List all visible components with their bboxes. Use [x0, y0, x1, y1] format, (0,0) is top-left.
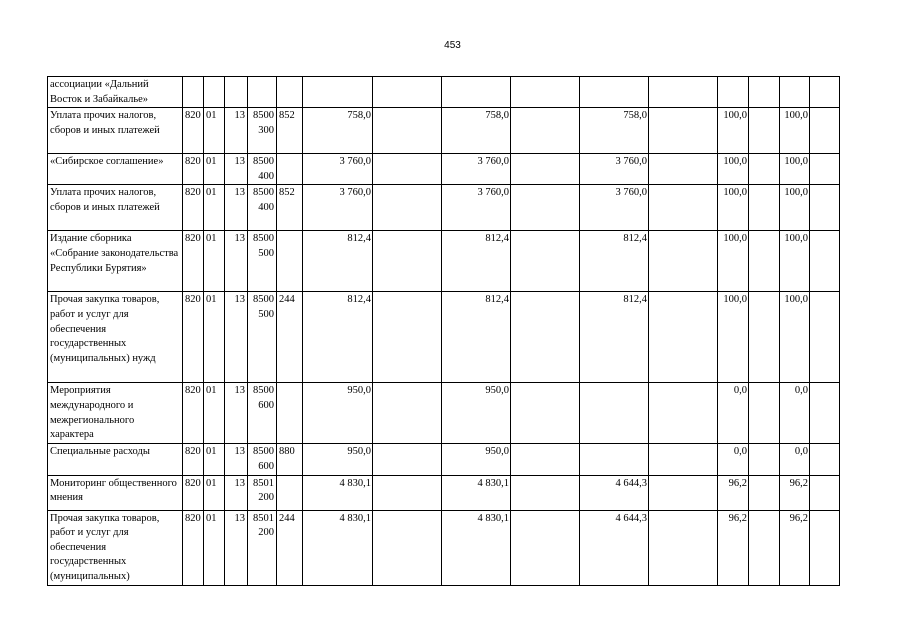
- cell-empty: [511, 475, 580, 510]
- table-row: [48, 108, 840, 154]
- cell-v1: 950,0: [303, 444, 373, 475]
- cell-c3: 13: [225, 383, 248, 444]
- cell-empty: [511, 444, 580, 475]
- cell-c5: 852: [277, 108, 303, 154]
- cell-c5: [277, 475, 303, 510]
- cell-empty: [649, 231, 718, 292]
- cell-empty: [810, 383, 840, 444]
- cell-c3: 13: [225, 510, 248, 585]
- table-row: [48, 231, 840, 292]
- cell-name: «Сибирское соглашение»: [48, 154, 183, 185]
- cell-empty: [511, 108, 580, 154]
- cell-v2: 812,4: [442, 292, 511, 383]
- cell-c2: 01: [204, 108, 225, 154]
- cell-empty: [810, 292, 840, 383]
- cell-c1: 820: [183, 108, 204, 154]
- table-row: [48, 185, 840, 231]
- cell-name: Мониторинг общественного мнения: [48, 475, 183, 510]
- cell-v3: 812,4: [580, 231, 649, 292]
- table-row: [48, 77, 840, 108]
- cell-v2: 812,4: [442, 231, 511, 292]
- cell-c5: 852: [277, 185, 303, 231]
- cell-p2: 0,0: [780, 383, 810, 444]
- cell-c1: 820: [183, 444, 204, 475]
- table-row: [48, 292, 840, 383]
- cell-p1: 96,2: [718, 475, 749, 510]
- cell-name: Прочая закупка товаров, работ и услуг для обеспечения государственных (муниципальных): [48, 510, 183, 585]
- cell-p1: 0,0: [718, 444, 749, 475]
- cell-p2: [780, 77, 810, 108]
- cell-p1: 100,0: [718, 185, 749, 231]
- cell-c4: 8500 600: [248, 383, 277, 444]
- cell-empty: [511, 231, 580, 292]
- cell-c1: 820: [183, 383, 204, 444]
- cell-empty: [749, 444, 780, 475]
- cell-empty: [749, 154, 780, 185]
- cell-p2: 100,0: [780, 154, 810, 185]
- cell-c5: 880: [277, 444, 303, 475]
- cell-c4: 8500 400: [248, 154, 277, 185]
- cell-empty: [810, 77, 840, 108]
- cell-empty: [373, 510, 442, 585]
- cell-empty: [810, 154, 840, 185]
- cell-c2: 01: [204, 510, 225, 585]
- page-number: 453: [444, 40, 461, 51]
- cell-p1: 0,0: [718, 383, 749, 444]
- cell-c3: 13: [225, 475, 248, 510]
- cell-empty: [373, 383, 442, 444]
- cell-c1: 820: [183, 154, 204, 185]
- cell-c1: 820: [183, 185, 204, 231]
- cell-v2: 3 760,0: [442, 185, 511, 231]
- cell-empty: [511, 510, 580, 585]
- cell-empty: [649, 510, 718, 585]
- cell-p2: 0,0: [780, 444, 810, 475]
- cell-v2: 950,0: [442, 383, 511, 444]
- cell-empty: [749, 383, 780, 444]
- cell-v2: 4 830,1: [442, 510, 511, 585]
- cell-empty: [373, 154, 442, 185]
- cell-name: Специальные расходы: [48, 444, 183, 475]
- cell-v2: 950,0: [442, 444, 511, 475]
- cell-v1: 758,0: [303, 108, 373, 154]
- cell-v2: 3 760,0: [442, 154, 511, 185]
- cell-c3: 13: [225, 108, 248, 154]
- cell-c3: 13: [225, 444, 248, 475]
- cell-empty: [749, 108, 780, 154]
- table-row: [48, 510, 840, 585]
- cell-empty: [749, 231, 780, 292]
- cell-c3: [225, 77, 248, 108]
- cell-empty: [649, 292, 718, 383]
- cell-empty: [373, 77, 442, 108]
- cell-c5: [277, 383, 303, 444]
- cell-c3: 13: [225, 185, 248, 231]
- cell-c1: [183, 77, 204, 108]
- cell-p1: 100,0: [718, 292, 749, 383]
- cell-c4: 8500 500: [248, 292, 277, 383]
- cell-c2: 01: [204, 444, 225, 475]
- cell-empty: [749, 475, 780, 510]
- cell-empty: [749, 292, 780, 383]
- cell-v3: 4 644,3: [580, 510, 649, 585]
- cell-name: Мероприятия международного и межрегионального характера: [48, 383, 183, 444]
- cell-v3: [580, 444, 649, 475]
- cell-v3: [580, 383, 649, 444]
- cell-v1: [303, 77, 373, 108]
- cell-empty: [749, 510, 780, 585]
- cell-empty: [373, 444, 442, 475]
- cell-c2: 01: [204, 154, 225, 185]
- cell-empty: [810, 444, 840, 475]
- cell-empty: [810, 475, 840, 510]
- cell-c4: [248, 77, 277, 108]
- cell-p2: 96,2: [780, 510, 810, 585]
- cell-c2: 01: [204, 292, 225, 383]
- cell-v3: 4 644,3: [580, 475, 649, 510]
- cell-empty: [649, 383, 718, 444]
- cell-empty: [373, 292, 442, 383]
- cell-empty: [810, 108, 840, 154]
- cell-p2: 96,2: [780, 475, 810, 510]
- cell-v1: 812,4: [303, 231, 373, 292]
- budget-table: [47, 76, 840, 586]
- cell-v2: 758,0: [442, 108, 511, 154]
- cell-p1: 100,0: [718, 154, 749, 185]
- cell-v1: 812,4: [303, 292, 373, 383]
- table-row: [48, 444, 840, 475]
- cell-c4: 8500 300: [248, 108, 277, 154]
- cell-empty: [373, 475, 442, 510]
- cell-empty: [649, 77, 718, 108]
- cell-p1: 100,0: [718, 231, 749, 292]
- cell-v2: [442, 77, 511, 108]
- cell-empty: [810, 510, 840, 585]
- cell-c2: 01: [204, 475, 225, 510]
- cell-empty: [810, 231, 840, 292]
- cell-empty: [511, 292, 580, 383]
- cell-c4: 8500 600: [248, 444, 277, 475]
- cell-name: Издание сборника «Собрание законодательства Республики Бурятия»: [48, 231, 183, 292]
- cell-p2: 100,0: [780, 185, 810, 231]
- cell-empty: [649, 185, 718, 231]
- cell-c4: 8500 500: [248, 231, 277, 292]
- table-row: [48, 383, 840, 444]
- cell-c5: 244: [277, 510, 303, 585]
- cell-c2: [204, 77, 225, 108]
- cell-c3: 13: [225, 231, 248, 292]
- cell-c2: 01: [204, 185, 225, 231]
- cell-v3: 3 760,0: [580, 185, 649, 231]
- cell-name: Уплата прочих налогов, сборов и иных платежей: [48, 108, 183, 154]
- cell-empty: [649, 444, 718, 475]
- cell-v1: 4 830,1: [303, 475, 373, 510]
- cell-c5: [277, 154, 303, 185]
- cell-c5: 244: [277, 292, 303, 383]
- cell-empty: [373, 185, 442, 231]
- cell-empty: [649, 154, 718, 185]
- cell-v1: 4 830,1: [303, 510, 373, 585]
- cell-c3: 13: [225, 154, 248, 185]
- cell-c1: 820: [183, 475, 204, 510]
- cell-c2: 01: [204, 383, 225, 444]
- cell-name: Прочая закупка товаров, работ и услуг для обеспечения государственных (муниципальных) нужд: [48, 292, 183, 383]
- cell-empty: [649, 108, 718, 154]
- cell-c1: 820: [183, 292, 204, 383]
- table-row: [48, 154, 840, 185]
- cell-c4: 8501 200: [248, 475, 277, 510]
- cell-empty: [511, 185, 580, 231]
- cell-p1: [718, 77, 749, 108]
- cell-v3: [580, 77, 649, 108]
- cell-v3: 3 760,0: [580, 154, 649, 185]
- cell-v2: 4 830,1: [442, 475, 511, 510]
- cell-empty: [511, 383, 580, 444]
- cell-empty: [511, 154, 580, 185]
- cell-c1: 820: [183, 510, 204, 585]
- cell-p2: 100,0: [780, 231, 810, 292]
- cell-c4: 8500 400: [248, 185, 277, 231]
- cell-p1: 96,2: [718, 510, 749, 585]
- cell-v3: 758,0: [580, 108, 649, 154]
- table-row: [48, 475, 840, 510]
- cell-empty: [373, 231, 442, 292]
- cell-p2: 100,0: [780, 292, 810, 383]
- cell-empty: [649, 475, 718, 510]
- cell-c5: [277, 77, 303, 108]
- cell-v1: 3 760,0: [303, 154, 373, 185]
- cell-c2: 01: [204, 231, 225, 292]
- cell-empty: [373, 108, 442, 154]
- cell-c4: 8501 200: [248, 510, 277, 585]
- cell-p2: 100,0: [780, 108, 810, 154]
- cell-name: Уплата прочих налогов, сборов и иных платежей: [48, 185, 183, 231]
- cell-v3: 812,4: [580, 292, 649, 383]
- cell-c5: [277, 231, 303, 292]
- cell-empty: [749, 77, 780, 108]
- cell-v1: 950,0: [303, 383, 373, 444]
- cell-v1: 3 760,0: [303, 185, 373, 231]
- cell-c3: 13: [225, 292, 248, 383]
- cell-p1: 100,0: [718, 108, 749, 154]
- cell-empty: [511, 77, 580, 108]
- cell-c1: 820: [183, 231, 204, 292]
- cell-empty: [749, 185, 780, 231]
- cell-name: ассоциации «Дальний Восток и Забайкалье»: [48, 77, 183, 108]
- cell-empty: [810, 185, 840, 231]
